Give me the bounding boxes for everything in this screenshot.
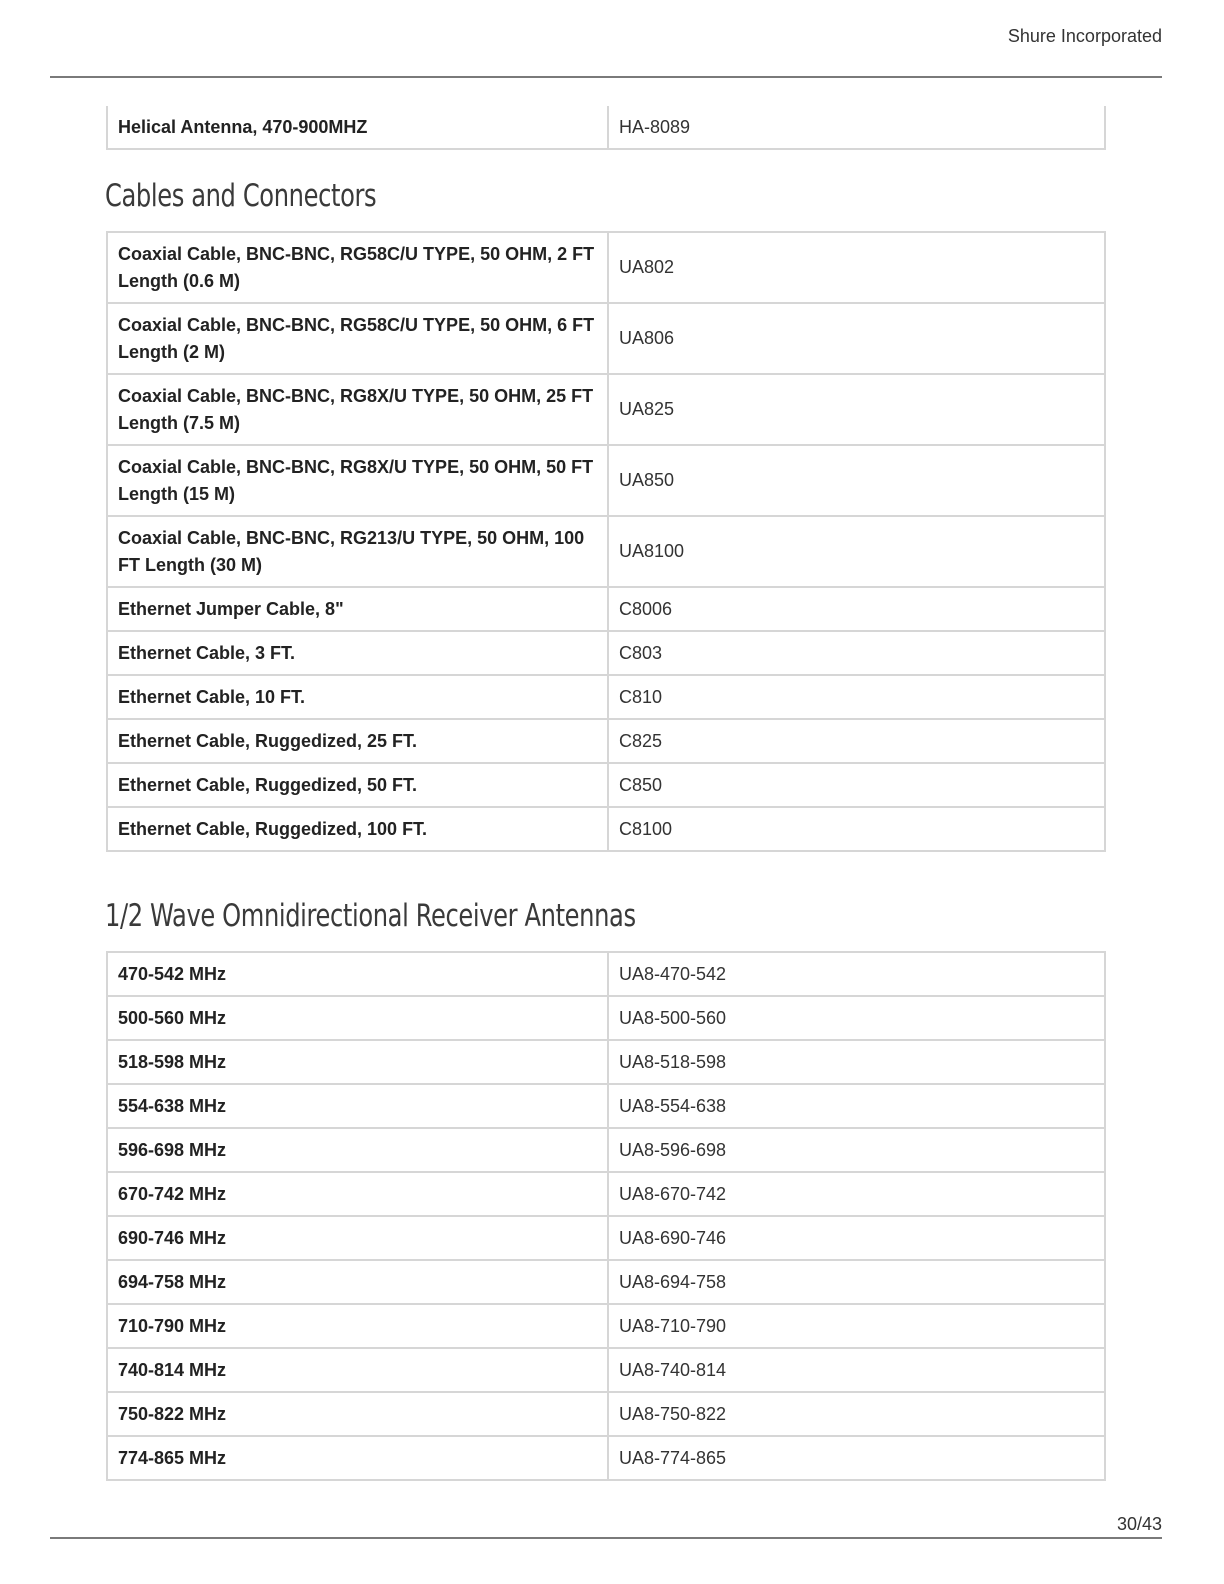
part-number: UA806 <box>608 303 1105 374</box>
product-name: Ethernet Cable, Ruggedized, 25 FT. <box>107 719 608 763</box>
table-row <box>107 445 1105 516</box>
header-divider <box>50 76 1162 78</box>
table-row <box>107 952 1105 996</box>
table-row <box>107 1436 1105 1480</box>
product-name: Coaxial Cable, BNC-BNC, RG213/U TYPE, 50 OHM, 100 FT Length (30 M) <box>107 516 608 587</box>
part-number: UA8-750-822 <box>608 1392 1105 1436</box>
frequency-range: 470-542 MHz <box>107 952 608 996</box>
table-row <box>107 719 1105 763</box>
part-number: UA850 <box>608 445 1105 516</box>
part-number: UA8-596-698 <box>608 1128 1105 1172</box>
part-number: UA825 <box>608 374 1105 445</box>
product-name: Ethernet Cable, Ruggedized, 50 FT. <box>107 763 608 807</box>
part-number: C803 <box>608 631 1105 675</box>
part-number: UA802 <box>608 232 1105 303</box>
table-row <box>107 1084 1105 1128</box>
frequency-range: 500-560 MHz <box>107 996 608 1040</box>
frequency-range: 518-598 MHz <box>107 1040 608 1084</box>
part-number: UA8-690-746 <box>608 1216 1105 1260</box>
antennas-table <box>106 951 1106 1481</box>
product-name: Helical Antenna, 470-900MHZ <box>107 106 608 149</box>
table-row <box>107 106 1105 149</box>
section-title-cables: Cables and Connectors <box>105 178 377 214</box>
footer-divider <box>50 1537 1162 1539</box>
part-number: C850 <box>608 763 1105 807</box>
product-name: Ethernet Jumper Cable, 8" <box>107 587 608 631</box>
part-number: UA8-774-865 <box>608 1436 1105 1480</box>
product-name: Coaxial Cable, BNC-BNC, RG8X/U TYPE, 50 OHM, 25 FT Length (7.5 M) <box>107 374 608 445</box>
frequency-range: 596-698 MHz <box>107 1128 608 1172</box>
product-name: Ethernet Cable, 10 FT. <box>107 675 608 719</box>
section-title-antennas: 1/2 Wave Omnidirectional Receiver Antennas <box>105 898 636 934</box>
helical-antenna-table <box>106 106 1106 150</box>
part-number: C825 <box>608 719 1105 763</box>
table-row <box>107 587 1105 631</box>
table-row <box>107 1348 1105 1392</box>
part-number: UA8-740-814 <box>608 1348 1105 1392</box>
part-number: UA8-500-560 <box>608 996 1105 1040</box>
table-row <box>107 516 1105 587</box>
frequency-range: 740-814 MHz <box>107 1348 608 1392</box>
part-number: UA8-554-638 <box>608 1084 1105 1128</box>
part-number: UA8-518-598 <box>608 1040 1105 1084</box>
frequency-range: 554-638 MHz <box>107 1084 608 1128</box>
part-number: UA8-694-758 <box>608 1260 1105 1304</box>
cables-table <box>106 231 1106 852</box>
header-company-name: Shure Incorporated <box>1007 26 1162 46</box>
product-name: Coaxial Cable, BNC-BNC, RG58C/U TYPE, 50 OHM, 6 FT Length (2 M) <box>107 303 608 374</box>
part-number: UA8100 <box>608 516 1105 587</box>
table-row <box>107 1040 1105 1084</box>
product-name: Coaxial Cable, BNC-BNC, RG8X/U TYPE, 50 OHM, 50 FT Length (15 M) <box>107 445 608 516</box>
frequency-range: 690-746 MHz <box>107 1216 608 1260</box>
table-row <box>107 1172 1105 1216</box>
part-number: C810 <box>608 675 1105 719</box>
table-row <box>107 1304 1105 1348</box>
part-number: C8006 <box>608 587 1105 631</box>
table-row <box>107 763 1105 807</box>
table-row <box>107 1128 1105 1172</box>
table-row <box>107 1392 1105 1436</box>
table-row <box>107 996 1105 1040</box>
table-row <box>107 631 1105 675</box>
table-row <box>107 807 1105 851</box>
part-number: UA8-470-542 <box>608 952 1105 996</box>
table-row <box>107 675 1105 719</box>
page-number: 30/43 <box>1116 1514 1162 1534</box>
part-number: C8100 <box>608 807 1105 851</box>
frequency-range: 670-742 MHz <box>107 1172 608 1216</box>
product-name: Ethernet Cable, 3 FT. <box>107 631 608 675</box>
product-name: Coaxial Cable, BNC-BNC, RG58C/U TYPE, 50 OHM, 2 FT Length (0.6 M) <box>107 232 608 303</box>
frequency-range: 710-790 MHz <box>107 1304 608 1348</box>
frequency-range: 774-865 MHz <box>107 1436 608 1480</box>
product-name: Ethernet Cable, Ruggedized, 100 FT. <box>107 807 608 851</box>
table-row <box>107 1260 1105 1304</box>
frequency-range: 750-822 MHz <box>107 1392 608 1436</box>
frequency-range: 694-758 MHz <box>107 1260 608 1304</box>
part-number: UA8-670-742 <box>608 1172 1105 1216</box>
table-row <box>107 1216 1105 1260</box>
table-row <box>107 232 1105 303</box>
part-number: HA-8089 <box>608 106 1105 149</box>
part-number: UA8-710-790 <box>608 1304 1105 1348</box>
table-row <box>107 303 1105 374</box>
table-row <box>107 374 1105 445</box>
